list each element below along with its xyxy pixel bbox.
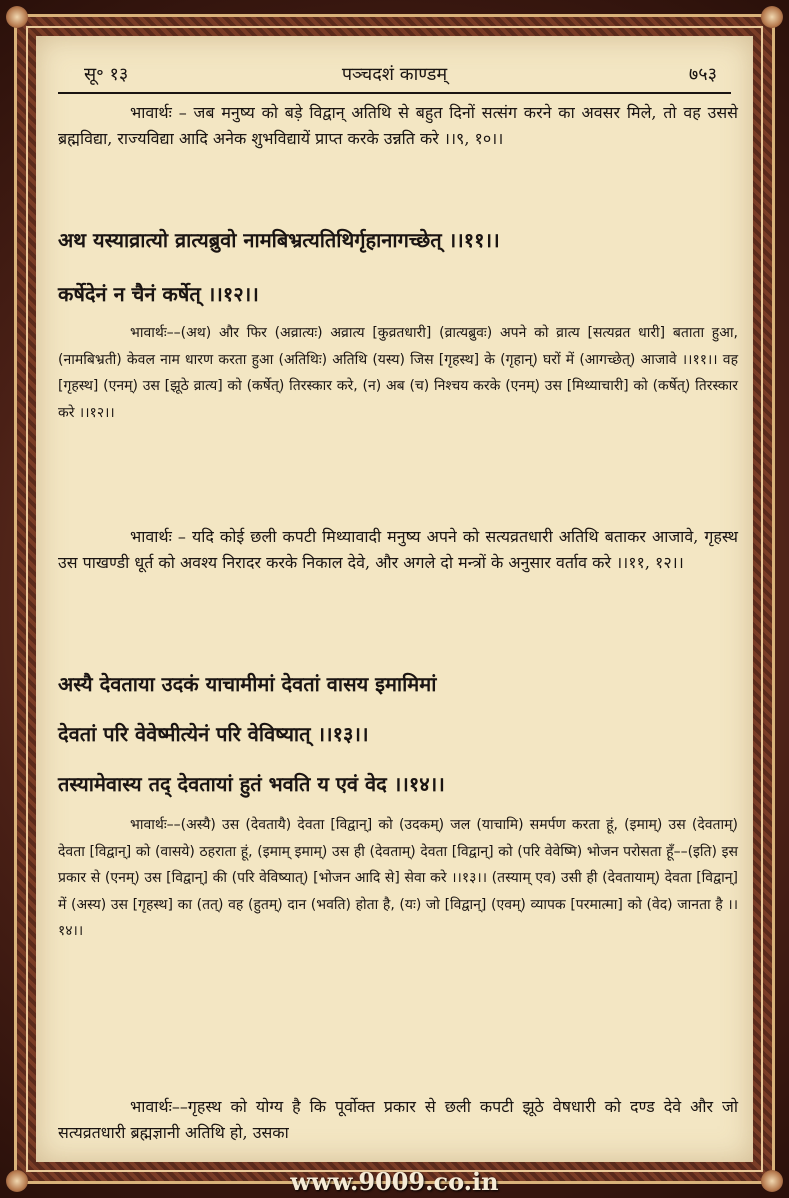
verse-12-line: कर्षेदेनं न चैनं कर्षेत् ।।१२।।	[58, 282, 259, 306]
verse-14-line: तस्यामेवास्य तद् देवतायां हुतं भवति य एवं वेद ।।१४।।	[58, 772, 445, 796]
corner-ornament-icon	[761, 6, 783, 28]
verse-13-line-2: देवतां परि वेवेष्मीत्येनं परि वेविष्यात् ।।१३।।	[58, 722, 369, 746]
bhavartha-paragraph-4: भावार्थः––(अस्यै) उस (देवतायै) देवता [विद्वान्] को (उदकम्) जल (याचामि) समर्पण करता हूं, (इमाम्) उस (देवताम्) देवता [विद्वान्] को (वासये) ठहराता हूं, (इमाम् इमाम्) उस ही (देवताम्) देवता [विद्वान्] को (परि वेवेष्मि) भोजन परोसता हूँ––(इति) इस प्रकार से (एनम्) उस [विद्वान्] की (परि वेविष्यात्) [भोजन आदि से] सेवा करे ।।१३।। (तस्याम् एव) उसी ही (देवतायाम्) देवता [विद्वान्] में (अस्य) उस [गृहस्थ] का (तत्) वह (हुतम्) दान (भवति) होता है, (यः) जो [विद्वान्] (एवम्) व्यापक [परमात्मा] को (वेद) जानता है ।।१४।।	[58, 817, 738, 939]
scanned-page	[36, 36, 753, 1162]
sutra-number: सू॰ १३	[84, 64, 129, 85]
page-number: ७५३	[688, 64, 717, 85]
verse-11-line: अथ यस्याव्रात्यो व्रात्यब्रुवो नामबिभ्रत्यतिथिर्गृहानागच्छेत् ।।११।।	[58, 228, 500, 252]
verse-13-line-1: अस्यै देवताया उदकं याचामीमां देवतां वासय इमामिमां	[58, 672, 437, 696]
bhavartha-paragraph-3: भावार्थः – यदि कोई छली कपटी मिथ्यावादी मनुष्य अपने को सत्यव्रतधारी अतिथि बताकर आजावे, गृहस्थ उस पाखण्डी धूर्त को अवश्य निरादर करके निकाल देवे, और अगले दो मन्त्रों के अनुसार वर्ताव करे ।।११, १२।।	[58, 527, 738, 572]
bhavartha-paragraph-5: भावार्थः––गृहस्थ को योग्य है कि पूर्वोक्त प्रकार से छली कपटी झूठे वेषधारी को दण्ड देवे और जो सत्यव्रतधारी ब्रह्मज्ञानी अतिथि हो, उसका	[58, 1097, 738, 1142]
bhavartha-paragraph-1: भावार्थः – जब मनुष्य को बड़े विद्वान् अतिथि से बहुत दिनों सत्संग करने का अवसर मिले, तो वह उससे ब्रह्मविद्या, राज्यविद्या आदि अनेक शुभविद्यायें प्राप्त करके उन्नति करे ।।९, १०।।	[58, 103, 738, 148]
bhavartha-paragraph-2: भावार्थः––(अथ) और फिर (अव्रात्यः) अव्रात्य [कुव्रतधारी] (व्रात्यब्रुवः) अपने को व्रात्य [सत्यव्रत धारी] बताता हुआ, (नामबिभ्रती) केवल नाम धारण करता हुआ (अतिथिः) अतिथि (यस्य) जिस [गृहस्थ] के (गृहान्) घरों में (आगच्छेत्) आजावे ।।११।। वह [गृहस्थ] (एनम्) उस [झूठे व्रात्य] को (कर्षेत्) तिरस्कार करे, (न) अब (च) निश्चय करके (एनम्) उस [मिथ्याचारी] को (कर्षेत्) तिरस्कार करे ।।१२।।	[58, 325, 738, 421]
kanda-title: पञ्चदशं काण्डम्	[341, 64, 448, 85]
corner-ornament-icon	[6, 6, 28, 28]
website-url: www.9009.co.in	[290, 1167, 499, 1196]
page-header	[58, 52, 731, 94]
